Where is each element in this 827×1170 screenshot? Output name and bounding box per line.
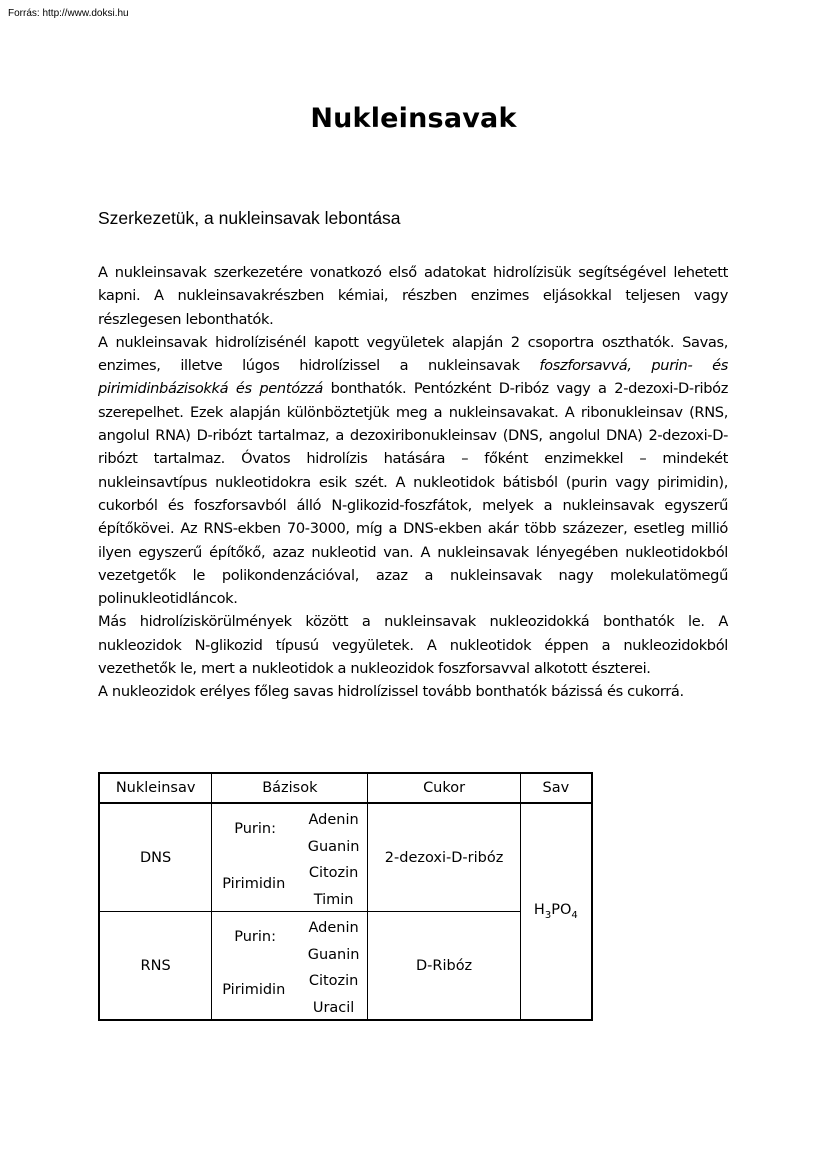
- base-name: Adenin: [308, 812, 359, 828]
- bases-cell: [212, 803, 368, 912]
- paragraph-2: A nukleinsavak hidrolízisénél kapott vegyületek alapján 2 csoportra oszthatók. Savas, enzimes, illetve lúgos hidrolízissel a nukleinsavak foszforsavvá, purin- és pirimidinbázisokká és pentózzá bonthatók. Pentózként D-ribóz vagy a 2-dezoxi-D-ribóz szerepelhet. Ezek alapján különböztetjük meg a nukleinsavakat. A ribonukleinsav (RNS, angolul RNA) D-ribózt tartalmaz, a dezoxiribonukleinsav (DNS, angolul DNA) 2-dezoxi-D-ribózt tartalmaz. Óvatos hidrolízis hatására – főként enzimekkel – mindekét nukleinsavtípus nukleotidokra esik szét. A nukleotidok bátisból (purin vagy pirimidin), cukorból és foszforsavból álló N-glikozid-foszfátok, melyek a nukleinsavak egyszerű építőkövei. Az RNS-ekben 70-3000, míg a DNS-ekben akár több százezer, esetleg millió ilyen egyszerű építőkő, azaz nukleotid van. A nukleinsavak lényegében nukleotidokból vezetgetők le polikondenzációval, azaz a nukleinsavak nagy molekulatömegű polinukleotidláncok.: [98, 333, 728, 608]
- table-row: [99, 803, 592, 912]
- body-text: [98, 261, 728, 704]
- section-subtitle: Szerkezetük, a nukleinsavak lebontása: [98, 208, 401, 228]
- base-list: [308, 807, 360, 913]
- base-name: Adenin: [308, 920, 359, 936]
- base-name: Citozin: [308, 865, 359, 881]
- header-nukleinsav: Nukleinsav: [99, 773, 212, 803]
- base-name: Citozin: [308, 973, 359, 989]
- paragraph-3: Más hidrolíziskörülmények között a nukleinsavak nukleozidokká bonthatók le. A nukleozidok N-glikozid típusú vegyületek. A nukleotidok éppen a nukleozidokból vezethetők le, mert a nukleotidok a nukleozidok foszforsavval alkotott észterei.: [98, 613, 728, 678]
- table-row: [99, 912, 592, 1021]
- base-name: Guanin: [307, 838, 360, 855]
- pirimidin-label: Pirimidin: [222, 876, 286, 892]
- header-cukor: Cukor: [368, 773, 520, 803]
- pirimidin-label: Pirimidin: [222, 982, 286, 998]
- row-name: DNS: [99, 803, 212, 912]
- sugar-cell: D-Ribóz: [368, 912, 520, 1021]
- source-note: Forrás: http://www.doksi.hu: [8, 8, 129, 19]
- header-bazisok: Bázisok: [212, 773, 368, 803]
- purin-label: Purin:: [234, 821, 276, 837]
- paragraph-4: A nukleozidok erélyes főleg savas hidrolízissel tovább bonthatók bázissá és cukorrá.: [98, 683, 684, 701]
- acid-cell: $H_3PO_4$: [520, 803, 592, 1020]
- sugar-cell: 2-dezoxi-D-ribóz: [368, 803, 520, 912]
- base-name: Timin: [313, 891, 354, 908]
- row-name: RNS: [99, 912, 212, 1021]
- paragraph-1: A nukleinsavak szerkezetére vonatkozó első adatokat hidrolízisük segítségével lehetett kapni. A nukleinsavakrészben kémiai, részben enzimes eljásokkal teljesen vagy részlegesen lebonthatók.: [98, 264, 728, 328]
- page-title: Nukleinsavak: [310, 103, 517, 134]
- nucleic-acid-table: [98, 772, 593, 1021]
- purin-label: Purin:: [234, 929, 276, 945]
- base-name: Uracil: [312, 999, 355, 1016]
- base-list: [308, 915, 360, 1021]
- base-name: Guanin: [307, 946, 360, 963]
- emphasis-products: foszforsavvá, purin- és pirimidinbázisokká és pentózzá: [98, 357, 728, 398]
- table-header-row: [99, 773, 592, 803]
- header-sav: Sav: [520, 773, 592, 803]
- bases-cell: [212, 912, 368, 1021]
